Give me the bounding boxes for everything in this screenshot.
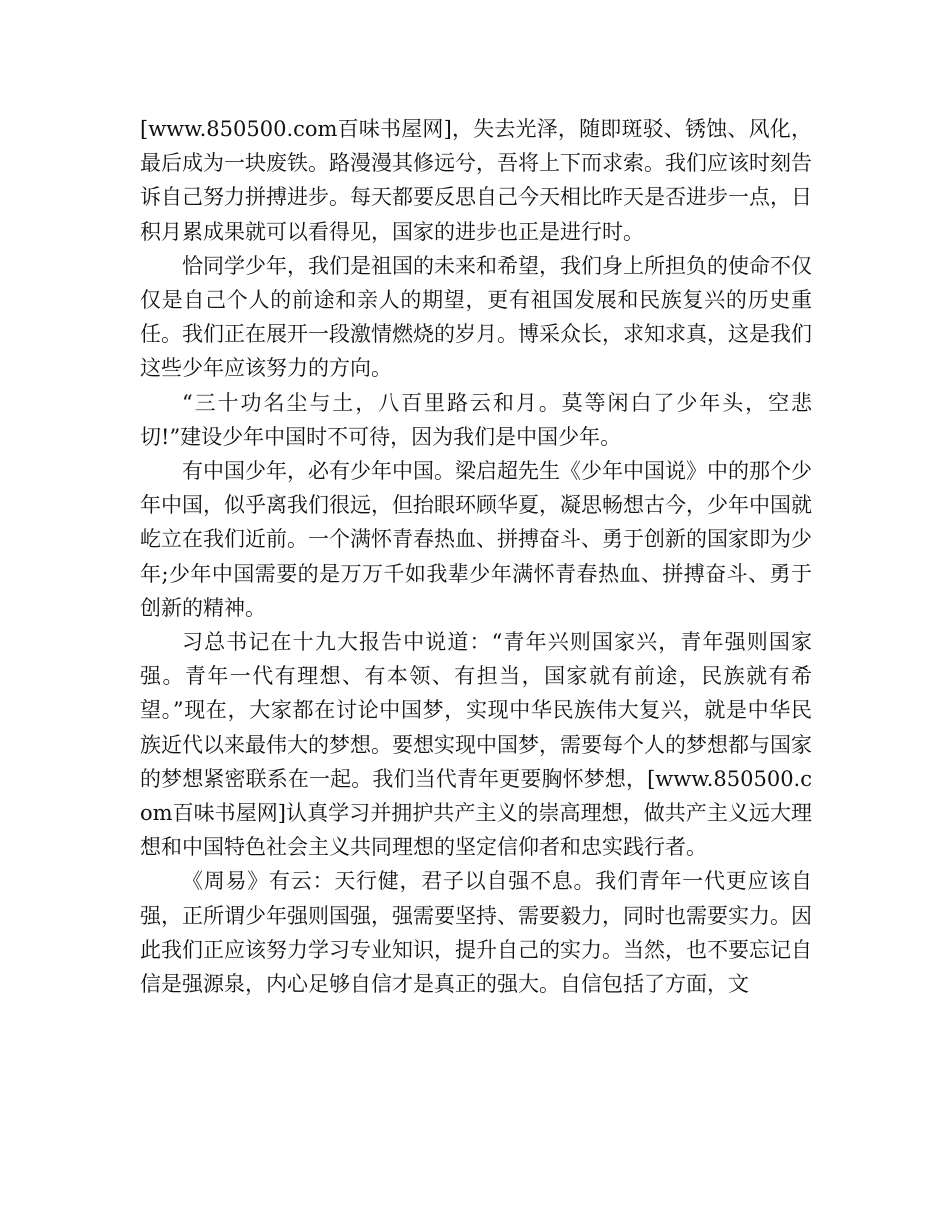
paragraph: 有中国少年，必有少年中国。梁启超先生《少年中国说》中的那个少年中国，似乎离我们很远，但抬眼环顾华夏，凝思畅想古今，少年中国就屹立在我们近前。一个满怀青春热血、拼搏奋斗、勇于创新的国家即为少年;少年中国需要的是万万千如我辈少年满怀青春热血、拼搏奋斗、勇于创新的精神。 bbox=[140, 459, 812, 620]
document-body bbox=[140, 112, 812, 1001]
paragraph: 习总书记在十九大报告中说道：“青年兴则国家兴，青年强则国家强。青年一代有理想、有本领、有担当，国家就有前途，民族就有希望。”现在，大家都在讨论中国梦，实现中华民族伟大复兴，就是中华民族近代以来最伟大的梦想。要想实现中国梦，需要每个人的梦想都与国家的梦想紧密联系在一起。我们当代青年更要胸怀梦想，[www.850500.com百味书屋网]认真学习并拥护共产主义的崇高理想，做共产主义远大理想和中国特色社会主义共同理想的坚定信仰者和忠实践行者。 bbox=[140, 630, 812, 860]
paragraph: 恰同学少年，我们是祖国的未来和希望，我们身上所担负的使命不仅仅是自己个人的前途和亲人的期望，更有祖国发展和民族复兴的历史重任。我们正在展开一段激情燃烧的岁月。博采众长，求知求真，这是我们这些少年应该努力的方向。 bbox=[140, 253, 812, 381]
paragraph: “三十功名尘与土，八百里路云和月。莫等闲白了少年头，空悲切!”建设少年中国时不可待，因为我们是中国少年。 bbox=[140, 390, 812, 449]
paragraph: 《周易》有云：天行健，君子以自强不息。我们青年一代更应该自强，正所谓少年强则国强，强需要坚持、需要毅力，同时也需要实力。因此我们正应该努力学习专业知识，提升自己的实力。当然，也不要忘记自信是强源泉，内心足够自信才是真正的强大。自信包括了方面，文 bbox=[140, 869, 812, 997]
paragraph-continuation: [www.850500.com百味书屋网]，失去光泽，随即斑驳、锈蚀、风化，最后成为一块废铁。路漫漫其修远兮，吾将上下而求索。我们应该时刻告诉自己努力拼搏进步。每天都要反思自己今天相比昨天是否进步一点，日积月累成果就可以看得见，国家的进步也正是进行时。 bbox=[140, 117, 812, 244]
